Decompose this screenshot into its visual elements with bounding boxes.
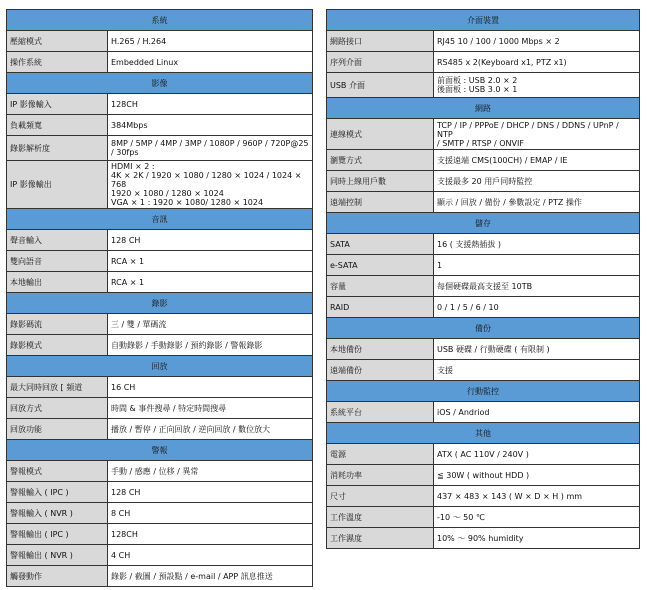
spec-row (327, 192, 640, 213)
spec-value: RS485 x 2(Keyboard x1, PTZ x1) (434, 52, 640, 73)
spec-row (7, 272, 313, 293)
spec-row (327, 234, 640, 255)
section-header: 系統 (7, 10, 313, 31)
section-row (7, 440, 313, 461)
spec-label: 遠端控制 (327, 192, 434, 213)
spec-row (7, 115, 313, 136)
left-spec-table (6, 9, 313, 587)
spec-row (327, 465, 640, 486)
spec-label: 網路接口 (327, 31, 434, 52)
spec-label: IP 影像輸入 (7, 94, 108, 115)
spec-value: USB 硬碟 / 行動硬碟 ( 有限制 ) (434, 339, 640, 360)
left-spec-body (7, 10, 313, 587)
spec-label: 錄影碼流 (7, 314, 108, 335)
spec-value: 錄影 / 截圖 / 預設點 / e-mail / APP 訊息推送 (108, 566, 313, 587)
spec-label: 錄影解析度 (7, 136, 108, 161)
spec-value: 128 CH (108, 482, 313, 503)
spec-value: RCA × 1 (108, 272, 313, 293)
spec-label: 警報輸出 ( NVR ) (7, 545, 108, 566)
spec-value: 每個硬碟最高支援至 10TB (434, 276, 640, 297)
section-header: 影像 (7, 73, 313, 94)
spec-label: IP 影像輸出 (7, 161, 108, 209)
spec-value: 播放 / 暫停 / 正向回放 / 逆向回放 / 數位放大 (108, 419, 313, 440)
section-header: 回放 (7, 356, 313, 377)
spec-label: 本地備份 (327, 339, 434, 360)
spec-label: 雙向語音 (7, 251, 108, 272)
spec-label: 警報輸入 ( NVR ) (7, 503, 108, 524)
spec-value: 前面板 : USB 2.0 × 2 後面板 : USB 3.0 × 1 (434, 73, 640, 98)
spec-value: 支援遠端 CMS(100CH) / EMAP / IE (434, 150, 640, 171)
section-header: 備份 (327, 318, 640, 339)
spec-value: 時間 & 事件搜尋 / 特定時間搜尋 (108, 398, 313, 419)
spec-label: 消耗功率 (327, 465, 434, 486)
section-header: 警報 (7, 440, 313, 461)
section-header: 行動監控 (327, 381, 640, 402)
spec-row (327, 119, 640, 150)
spec-value: 128 CH (108, 230, 313, 251)
spec-row (327, 255, 640, 276)
spec-row (7, 94, 313, 115)
spec-label: 最大同時回放 [ 頻道 (7, 377, 108, 398)
spec-value: H.265 / H.264 (108, 31, 313, 52)
section-row (327, 318, 640, 339)
spec-row (7, 314, 313, 335)
spec-value: RCA × 1 (108, 251, 313, 272)
section-header: 網路 (327, 98, 640, 119)
spec-label: USB 介面 (327, 73, 434, 98)
spec-value: 支援最多 20 用戶同時監控 (434, 171, 640, 192)
spec-label: SATA (327, 234, 434, 255)
spec-row (327, 297, 640, 318)
section-header: 儲存 (327, 213, 640, 234)
spec-label: 警報輸出 ( IPC ) (7, 524, 108, 545)
spec-value: iOS / Andriod (434, 402, 640, 423)
spec-label: e-SATA (327, 255, 434, 276)
spec-value: ATX ( AC 110V / 240V ) (434, 444, 640, 465)
section-row (327, 213, 640, 234)
spec-label: 觸發動作 (7, 566, 108, 587)
spec-row (327, 444, 640, 465)
spec-label: 負載頻寬 (7, 115, 108, 136)
spec-row (7, 419, 313, 440)
spec-row (7, 161, 313, 209)
section-row (7, 293, 313, 314)
section-row (327, 98, 640, 119)
spec-value: -10 ～ 50 ℃ (434, 507, 640, 528)
spec-value: TCP / IP / PPPoE / DHCP / DNS / DDNS / UPnP / NTP / SMTP / RTSP / ONVIF (434, 119, 640, 150)
spec-value: 16 ( 支援熱插拔 ) (434, 234, 640, 255)
spec-label: 系統平台 (327, 402, 434, 423)
spec-value: 437 × 483 × 143 ( W × D × H ) mm (434, 486, 640, 507)
spec-value: 三 / 雙 / 單碼流 (108, 314, 313, 335)
spec-label: 聲音輸入 (7, 230, 108, 251)
spec-label: 警報模式 (7, 461, 108, 482)
spec-row (7, 461, 313, 482)
spec-label: 工作溫度 (327, 507, 434, 528)
spec-row (327, 528, 640, 549)
section-header: 錄影 (7, 293, 313, 314)
spec-row (7, 377, 313, 398)
spec-row (7, 52, 313, 73)
spec-value: 1 (434, 255, 640, 276)
spec-value: 8MP / 5MP / 4MP / 3MP / 1080P / 960P / 720P@25 / 30fps (108, 136, 313, 161)
spec-row (7, 545, 313, 566)
spec-row (7, 251, 313, 272)
spec-row (327, 339, 640, 360)
section-row (7, 73, 313, 94)
spec-row (7, 503, 313, 524)
spec-row (327, 52, 640, 73)
spec-label: 連線模式 (327, 119, 434, 150)
spec-label: 電源 (327, 444, 434, 465)
spec-label: 回放方式 (7, 398, 108, 419)
spec-row (327, 31, 640, 52)
spec-value: 0 / 1 / 5 / 6 / 10 (434, 297, 640, 318)
spec-label: 容量 (327, 276, 434, 297)
spec-label: 警報輸入 ( IPC ) (7, 482, 108, 503)
spec-value: 自動錄影 / 手動錄影 / 預約錄影 / 警報錄影 (108, 335, 313, 356)
spec-row (7, 398, 313, 419)
section-row (327, 423, 640, 444)
spec-label: 瀏覽方式 (327, 150, 434, 171)
spec-label: 工作濕度 (327, 528, 434, 549)
spec-label: 回放功能 (7, 419, 108, 440)
spec-row (7, 335, 313, 356)
spec-row (327, 486, 640, 507)
spec-row (7, 136, 313, 161)
section-row (7, 209, 313, 230)
spec-label: 本地輸出 (7, 272, 108, 293)
right-spec-body (327, 10, 640, 549)
spec-row (7, 524, 313, 545)
section-header: 其他 (327, 423, 640, 444)
spec-value: 顯示 / 回放 / 備份 / 參數設定 / PTZ 操作 (434, 192, 640, 213)
spec-value: 384Mbps (108, 115, 313, 136)
spec-value: HDMI × 2 : 4K × 2K / 1920 × 1080 / 1280 × 1024 / 1024 × 768 1920 × 1080 / 1280 × 1024 VGA × 1 : 1920 × 1080/ 1280 × 1024 (108, 161, 313, 209)
spec-row (327, 402, 640, 423)
spec-row (327, 360, 640, 381)
section-row (327, 10, 640, 31)
spec-row (7, 566, 313, 587)
spec-value: 128CH (108, 94, 313, 115)
section-header: 介面裝置 (327, 10, 640, 31)
spec-row (327, 150, 640, 171)
section-header: 音訊 (7, 209, 313, 230)
spec-label: 遠端備份 (327, 360, 434, 381)
spec-row (327, 73, 640, 98)
section-row (7, 356, 313, 377)
spec-label: 序列介面 (327, 52, 434, 73)
spec-label: 錄影模式 (7, 335, 108, 356)
spec-label: 操作系統 (7, 52, 108, 73)
spec-value: 10% ～ 90% humidity (434, 528, 640, 549)
spec-value: 8 CH (108, 503, 313, 524)
spec-value: 支援 (434, 360, 640, 381)
spec-value: Embedded Linux (108, 52, 313, 73)
spec-value: RJ45 10 / 100 / 1000 Mbps × 2 (434, 31, 640, 52)
spec-value: 128CH (108, 524, 313, 545)
spec-value: 手動 / 感應 / 位移 / 異常 (108, 461, 313, 482)
spec-value: ≦ 30W ( without HDD ) (434, 465, 640, 486)
spec-label: 同時上線用戶數 (327, 171, 434, 192)
spec-row (7, 230, 313, 251)
section-row (327, 381, 640, 402)
right-spec-table (326, 9, 640, 549)
spec-label: 壓縮模式 (7, 31, 108, 52)
spec-value: 16 CH (108, 377, 313, 398)
spec-row (7, 482, 313, 503)
spec-row (7, 31, 313, 52)
spec-value: 4 CH (108, 545, 313, 566)
spec-row (327, 171, 640, 192)
spec-label: 尺寸 (327, 486, 434, 507)
spec-label: RAID (327, 297, 434, 318)
section-row (7, 10, 313, 31)
spec-row (327, 507, 640, 528)
spec-row (327, 276, 640, 297)
